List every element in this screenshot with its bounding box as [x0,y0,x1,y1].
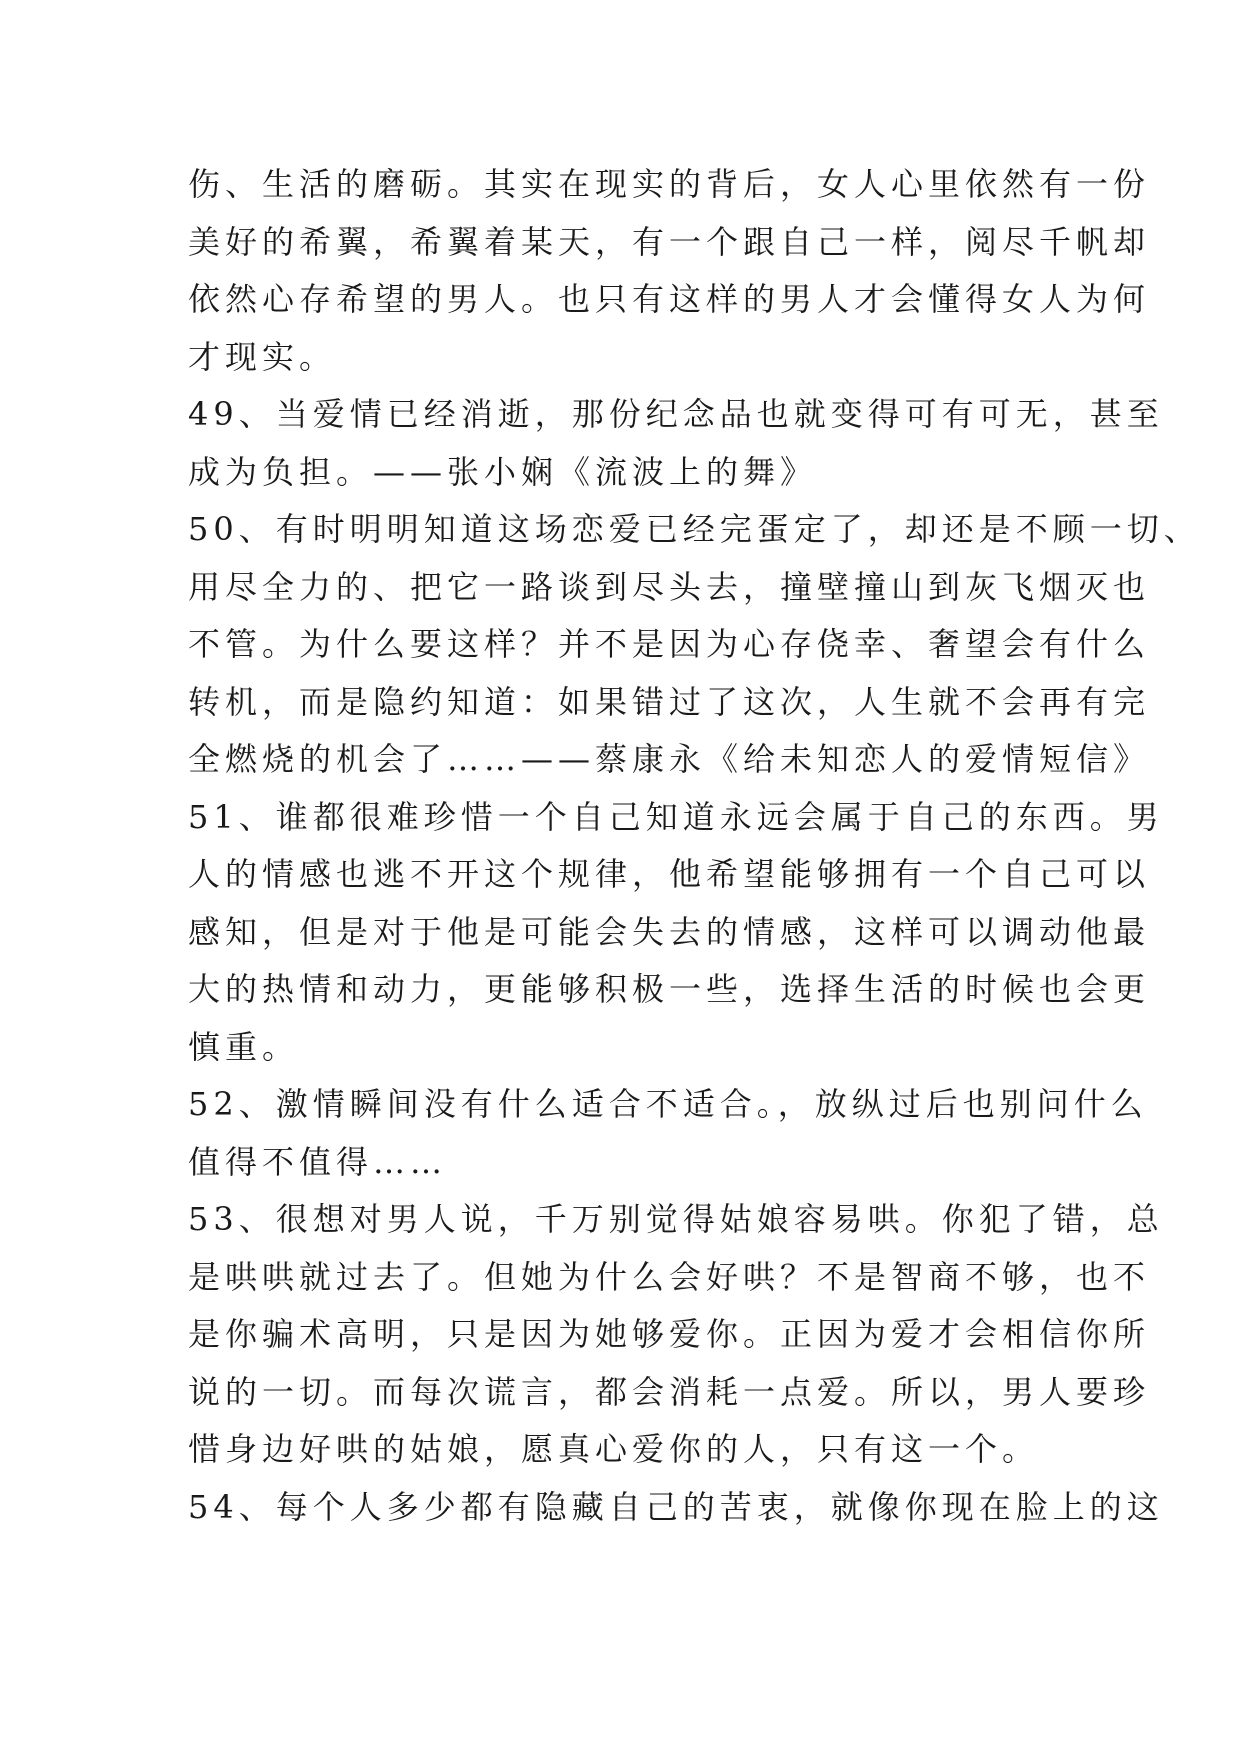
text-line: 才现实。 [188,337,337,376]
text-line: 是你骗术高明，只是因为她够爱你。正因为爱才会相信你所 [188,1315,1151,1353]
quote-49 [188,386,1164,501]
quote-50 [188,501,1201,789]
text-line: 用尽全力的、把它一路谈到尽头去，撞壁撞山到灰飞烟灭也 [188,567,1151,606]
text-line: 转机，而是隐约知道：如果错过了这次，人生就不会再有完 [188,682,1151,721]
text-line: 人的情感也逃不开这个规律，他希望能够拥有一个自己可以 [188,855,1151,893]
text-line: 52、激情瞬间没有什么适合不适合。，放纵过后也别问什么 [188,1085,1148,1123]
text-line: 值得不值得…… [188,1142,448,1181]
quote-52 [188,1076,1148,1191]
text-line: 成为负担。——张小娴《流波上的舞》 [188,452,818,491]
text-line: 54、每个人多少都有隐藏自己的苦衷，就像你现在脸上的这 [188,1487,1164,1526]
quote-54 [188,1479,1164,1537]
text-line: 53、很想对男人说，千万别觉得姑娘容易哄。你犯了错，总 [188,1200,1164,1238]
document-body [188,156,1201,1536]
text-line: 不管。为什么要这样？并不是因为心存侥幸、奢望会有什么 [188,625,1151,663]
text-line: 惜身边好哄的姑娘，愿真心爱你的人，只有这一个。 [188,1430,1040,1468]
text-line: 美好的希翼，希翼着某天，有一个跟自己一样，阅尽千帆却 [188,222,1151,261]
text-line: 51、谁都很难珍惜一个自己知道永远会属于自己的东西。男 [188,797,1164,836]
text-line: 是哄哄就过去了。但她为什么会好哄？不是智商不够，也不 [188,1257,1151,1296]
text-line: 49、当爱情已经消逝，那份纪念品也就变得可有可无，甚至 [188,395,1164,433]
quote-53 [188,1191,1164,1479]
text-line: 感知，但是对于他是可能会失去的情感，这样可以调动他最 [188,912,1151,951]
quote-51 [188,789,1164,1077]
text-line: 伤、生活的磨砺。其实在现实的背后，女人心里依然有一份 [188,165,1151,203]
text-line: 全燃烧的机会了……——蔡康永《给未知恋人的爱情短信》 [188,740,1151,778]
paragraph-continuation [188,156,1151,386]
text-line: 慎重。 [188,1027,300,1066]
text-line: 大的热情和动力，更能够积极一些，选择生活的时候也会更 [188,970,1151,1008]
text-line: 说的一切。而每次谎言，都会消耗一点爱。所以，男人要珍 [188,1372,1151,1411]
text-line: 50、有时明明知道这场恋爱已经完蛋定了，却还是不顾一切、 [188,510,1201,548]
text-line: 依然心存希望的男人。也只有这样的男人才会懂得女人为何 [188,280,1151,318]
